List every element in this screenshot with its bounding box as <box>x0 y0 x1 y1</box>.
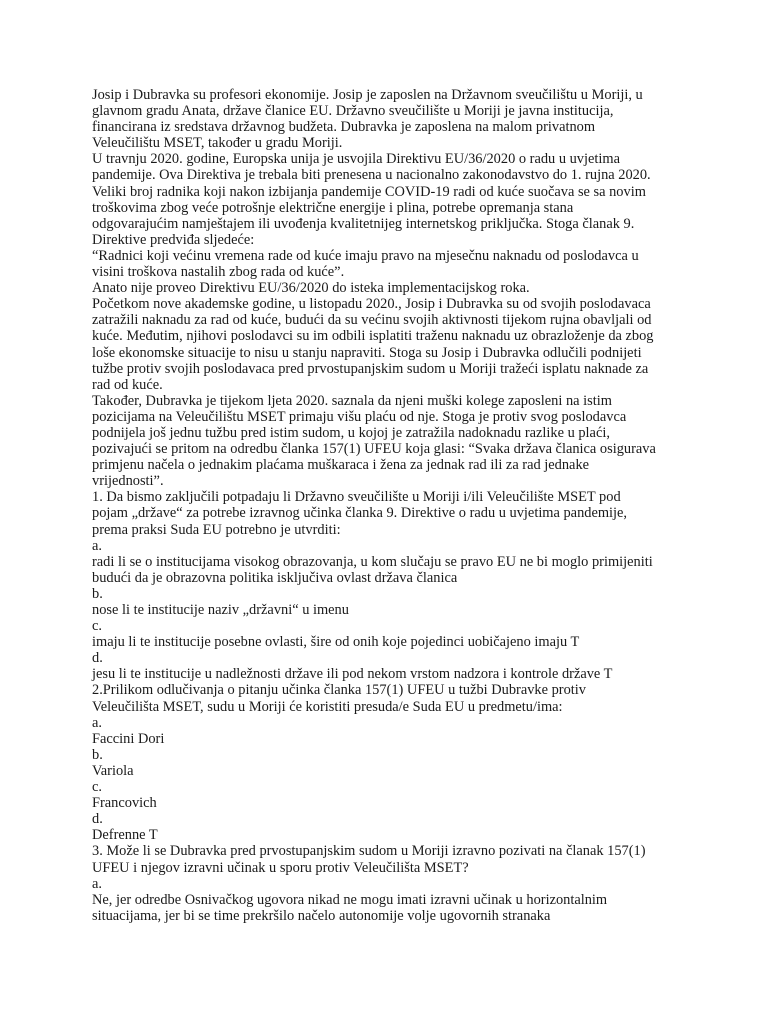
text-line: Josip i Dubravka su profesori ekonomije. Josip je zaposlen na Državnom sveučilištu u Moriji, u <box>92 87 643 103</box>
question-line: 3. Može li se Dubravka pred prvostupanjskim sudom u Moriji izravno pozivati na članak 157(1) <box>92 843 646 860</box>
option-letter: a. <box>92 537 102 554</box>
text-line: loše ekonomske situacije to nisu u stanju napraviti. Stoga su Josip i Dubravka odlučili podnijeti <box>92 344 642 361</box>
question-line: Veleučilišta MSET, sudu u Moriji će koristiti presuda/e Suda EU u predmetu/ima: <box>92 698 563 715</box>
text-line: Veliki broj radnika koji nakon izbijanja pandemije COVID-19 radi od kuće suočava se sa novim <box>92 183 646 200</box>
text-line: troškovima zbog veće potrošnje električne energije i plina, potrebe opremanja stana <box>92 199 574 216</box>
question-line: pojam „države“ za potrebe izravnog učinka članka 9. Direktive o radu u uvjetima pandemije, <box>92 505 628 522</box>
text-line: odgovarajućim namještajem ili uvođenja kvalitetnijeg internetskog priključka. Stoga članak 9. <box>92 215 635 232</box>
text-line: vrijednosti”. <box>92 473 164 490</box>
text-line: zatražili naknadu za rad od kuće, budući da su većinu svojih aktivnosti tijekom rujna obavljali od <box>92 312 652 329</box>
text-line: Također, Dubravka je tijekom ljeta 2020. saznala da njeni muški kolege zaposleni na istim <box>92 392 612 409</box>
option-text: budući da je obrazovna politika isključiva ovlast država članica <box>92 569 458 586</box>
text-line: Početkom nove akademske godine, u listopadu 2020., Josip i Dubravka su od svojih poslodavaca <box>92 296 651 313</box>
quote-line: “Radnici koji većinu vremena rade od kuće imaju pravo na mjesečnu naknadu od poslodavca u <box>92 247 639 264</box>
option-text: Ne, jer odredbe Osnivačkog ugovora nikad ne mogu imati izravni učinak u horizontalnim <box>92 891 608 908</box>
text-line: rad od kuće. <box>92 376 163 393</box>
option-text: radi li se o institucijama visokog obrazovanja, u kom slučaju se pravo EU ne bi moglo primijeniti <box>92 553 653 570</box>
option-letter: d. <box>92 650 103 667</box>
option-text: jesu li te institucije u nadležnosti države ili pod nekom vrstom nadzora i kontrole države T <box>92 666 613 683</box>
option-letter: d. <box>92 811 103 828</box>
option-text: Variola <box>92 762 134 779</box>
option-text: imaju li te institucije posebne ovlasti, šire od onih koje pojedinci uobičajeno imaju T <box>92 634 580 651</box>
option-text: Faccini Dori <box>92 730 165 747</box>
option-text: situacijama, jer bi se time prekršilo načelo autonomije volje ugovornih stranaka <box>92 907 551 924</box>
option-text: Francovich <box>92 795 157 812</box>
text-line: tužbe protiv svojih poslodavaca pred prvostupanjskim sudom u Moriji tražeći isplatu naknade za <box>92 360 649 377</box>
option-letter: a. <box>92 714 102 731</box>
option-letter: c. <box>92 779 102 796</box>
option-letter: b. <box>92 746 103 763</box>
question-line: UFEU i njegov izravni učinak u sporu protiv Veleučilišta MSET? <box>92 859 469 876</box>
option-letter: b. <box>92 585 103 602</box>
option-letter: a. <box>92 875 102 892</box>
question-line: 1. Da bismo zaključili potpadaju li Državno sveučilište u Moriji i/ili Veleučilište MSET pod <box>92 489 621 506</box>
question-line: prema praksi Suda EU potrebno je utvrditi: <box>92 521 341 538</box>
text-line: pozivajući se pritom na odredbu članka 157(1) UFEU koja glasi: “Svaka država članica osigurava <box>92 441 656 458</box>
option-letter: c. <box>92 618 102 635</box>
quote-line: visini troškova nastalih zbog rada od kuće”. <box>92 264 345 281</box>
text-line: financirana iz sredstava državnog budžeta. Dubravka je zaposlena na malom privatnom <box>92 119 596 136</box>
text-line: glavnom gradu Anata, države članice EU. Državno sveučilište u Moriji je javna institucija, <box>92 103 614 120</box>
document-page <box>92 87 692 924</box>
text-line: Veleučilištu MSET, također u gradu Moriji. <box>92 135 343 152</box>
text-line: Anato nije proveo Direktivu EU/36/2020 do isteka implementacijskog roka. <box>92 280 530 297</box>
text-line: pozicijama na Veleučilištu MSET primaju višu plaću od nje. Stoga je protiv svog poslodavca <box>92 408 627 425</box>
text-line: primjenu načela o jednakim plaćama muškaraca i žena za jednak rad ili za rad jednake <box>92 457 590 474</box>
option-text: Defrenne T <box>92 827 158 844</box>
text-line: Direktive predviđa sljedeće: <box>92 231 255 248</box>
text-line: kuće. Međutim, njihovi poslodavci su im odbili isplatiti traženu naknadu uz obrazloženje da zbog <box>92 328 654 345</box>
text-line: podnijela još jednu tužbu pred istim sudom, u kojoj je zatražila nadoknadu razlike u plaći, <box>92 424 610 441</box>
option-text: nose li te institucije naziv „državni“ u imenu <box>92 602 349 618</box>
question-line: 2.Prilikom odlučivanja o pitanju učinka članka 157(1) UFEU u tužbi Dubravke protiv <box>92 682 586 699</box>
text-line: pandemije. Ova Direktiva je trebala biti prenesena u nacionalno zakonodavstvo do 1. rujna 2020. <box>92 167 651 184</box>
text-line: U travnju 2020. godine, Europska unija je usvojila Direktivu EU/36/2020 o radu u uvjetima <box>92 151 620 168</box>
